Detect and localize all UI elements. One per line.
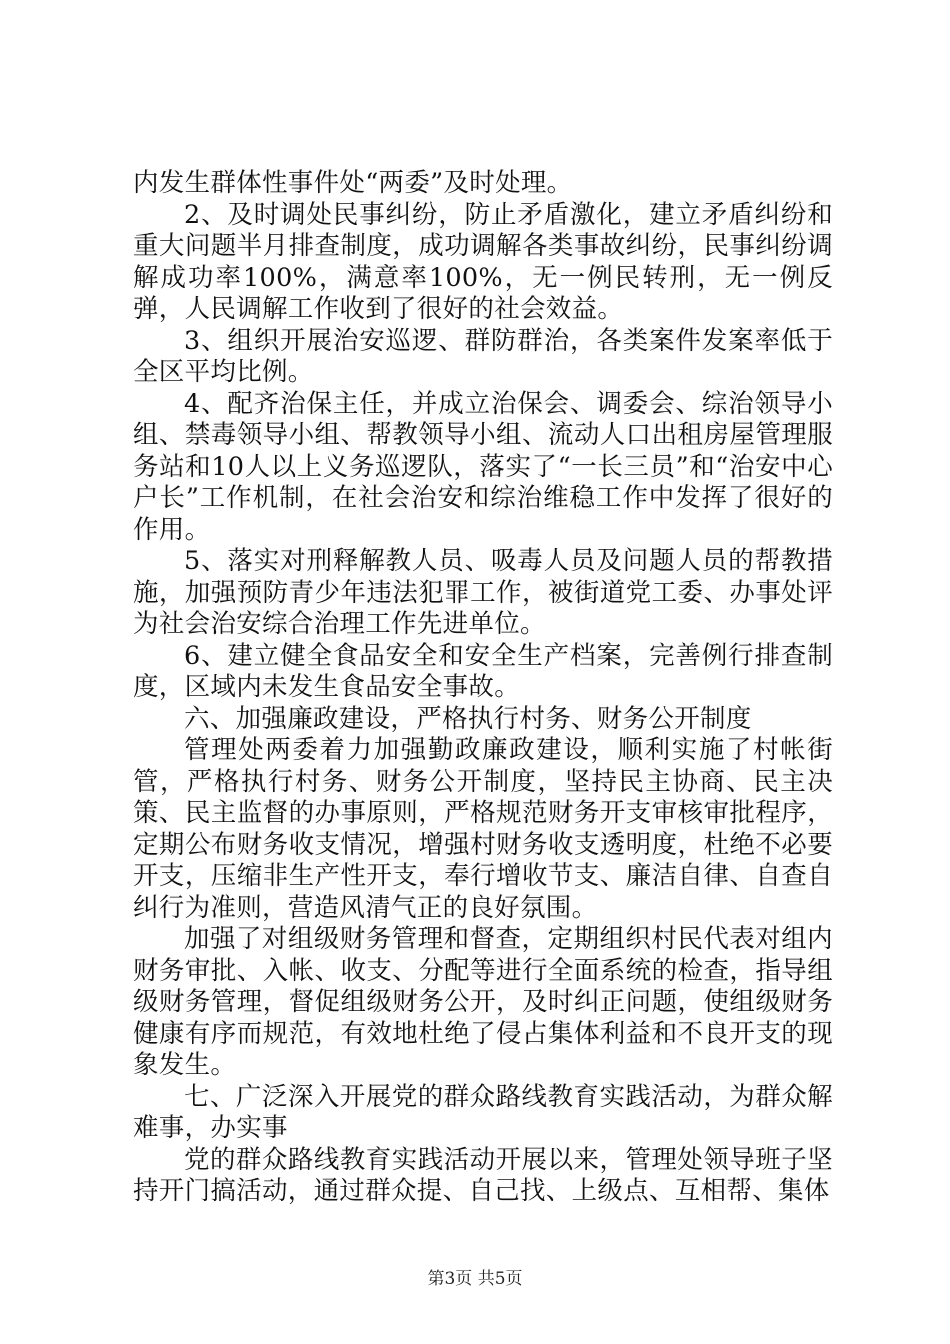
page-footer: 第3页 共5页 xyxy=(427,1269,523,1289)
paragraph-item-6: 6、建立健全食品安全和安全生产档案，完善例行排查制度，区域内未发生食品安全事故。 xyxy=(133,640,833,702)
document-body xyxy=(133,168,833,1208)
paragraph-item-3: 3、组织开展治安巡逻、群防群治，各类案件发案率低于全区平均比例。 xyxy=(133,325,833,387)
paragraph-continuation: 内发生群体性事件处“两委”及时处理。 xyxy=(133,168,573,198)
paragraph-integrity: 管理处两委着力加强勤政廉政建设，顺利实施了村帐街管，严格执行村务、财务公开制度，坚持民主协商、民主决策、民主监督的办事原则，严格规范财务开支审核审批程序，定期公布财务收支情况，增强村财务收支透明度，杜绝不必要开支，压缩非生产性开支，奉行增收节支、廉洁自律、自查自纠行为准则，营造风清气正的良好氛围。 xyxy=(133,735,833,923)
paragraph-item-4: 4、配齐治保主任，并成立治保会、调委会、综治领导小组、禁毒领导小组、帮教领导小组、流动人口出租房屋管理服务站和10人以上义务巡逻队，落实了“一长三员”和“治安中心户长”工作机制，在社会治安和综治维稳工作中发挥了很好的作用。 xyxy=(133,388,833,545)
section-heading-six: 六、加强廉政建设，严格执行村务、财务公开制度 xyxy=(184,703,752,734)
paragraph-mass-line: 党的群众路线教育实践活动开展以来，管理处领导班子坚持开门搞活动，通过群众提、自己找、上级点、互相帮、集体 xyxy=(133,1144,833,1206)
paragraph-item-2: 2、及时调处民事纠纷，防止矛盾激化，建立矛盾纠纷和重大问题半月排查制度，成功调解各类事故纠纷，民事纠纷调解成功率100%，满意率100%，无一例民转刑，无一例反弹，人民调解工作收到了很好的社会效益。 xyxy=(133,199,833,324)
paragraph-finance-oversight: 加强了对组级财务管理和督查，定期组织村民代表对组内财务审批、入帐、收支、分配等进行全面系统的检查，指导组级财务管理，督促组级财务公开，及时纠正问题，使组级财务健康有序而规范，有效地杜绝了侵占集体利益和不良开支的现象发生。 xyxy=(133,924,833,1080)
section-heading-seven: 七、广泛深入开展党的群众路线教育实践活动，为群众解难事，办实事 xyxy=(133,1081,833,1143)
paragraph-item-5: 5、落实对刑释解教人员、吸毒人员及问题人员的帮教措施，加强预防青少年违法犯罪工作，被街道党工委、办事处评为社会治安综合治理工作先进单位。 xyxy=(133,546,833,639)
